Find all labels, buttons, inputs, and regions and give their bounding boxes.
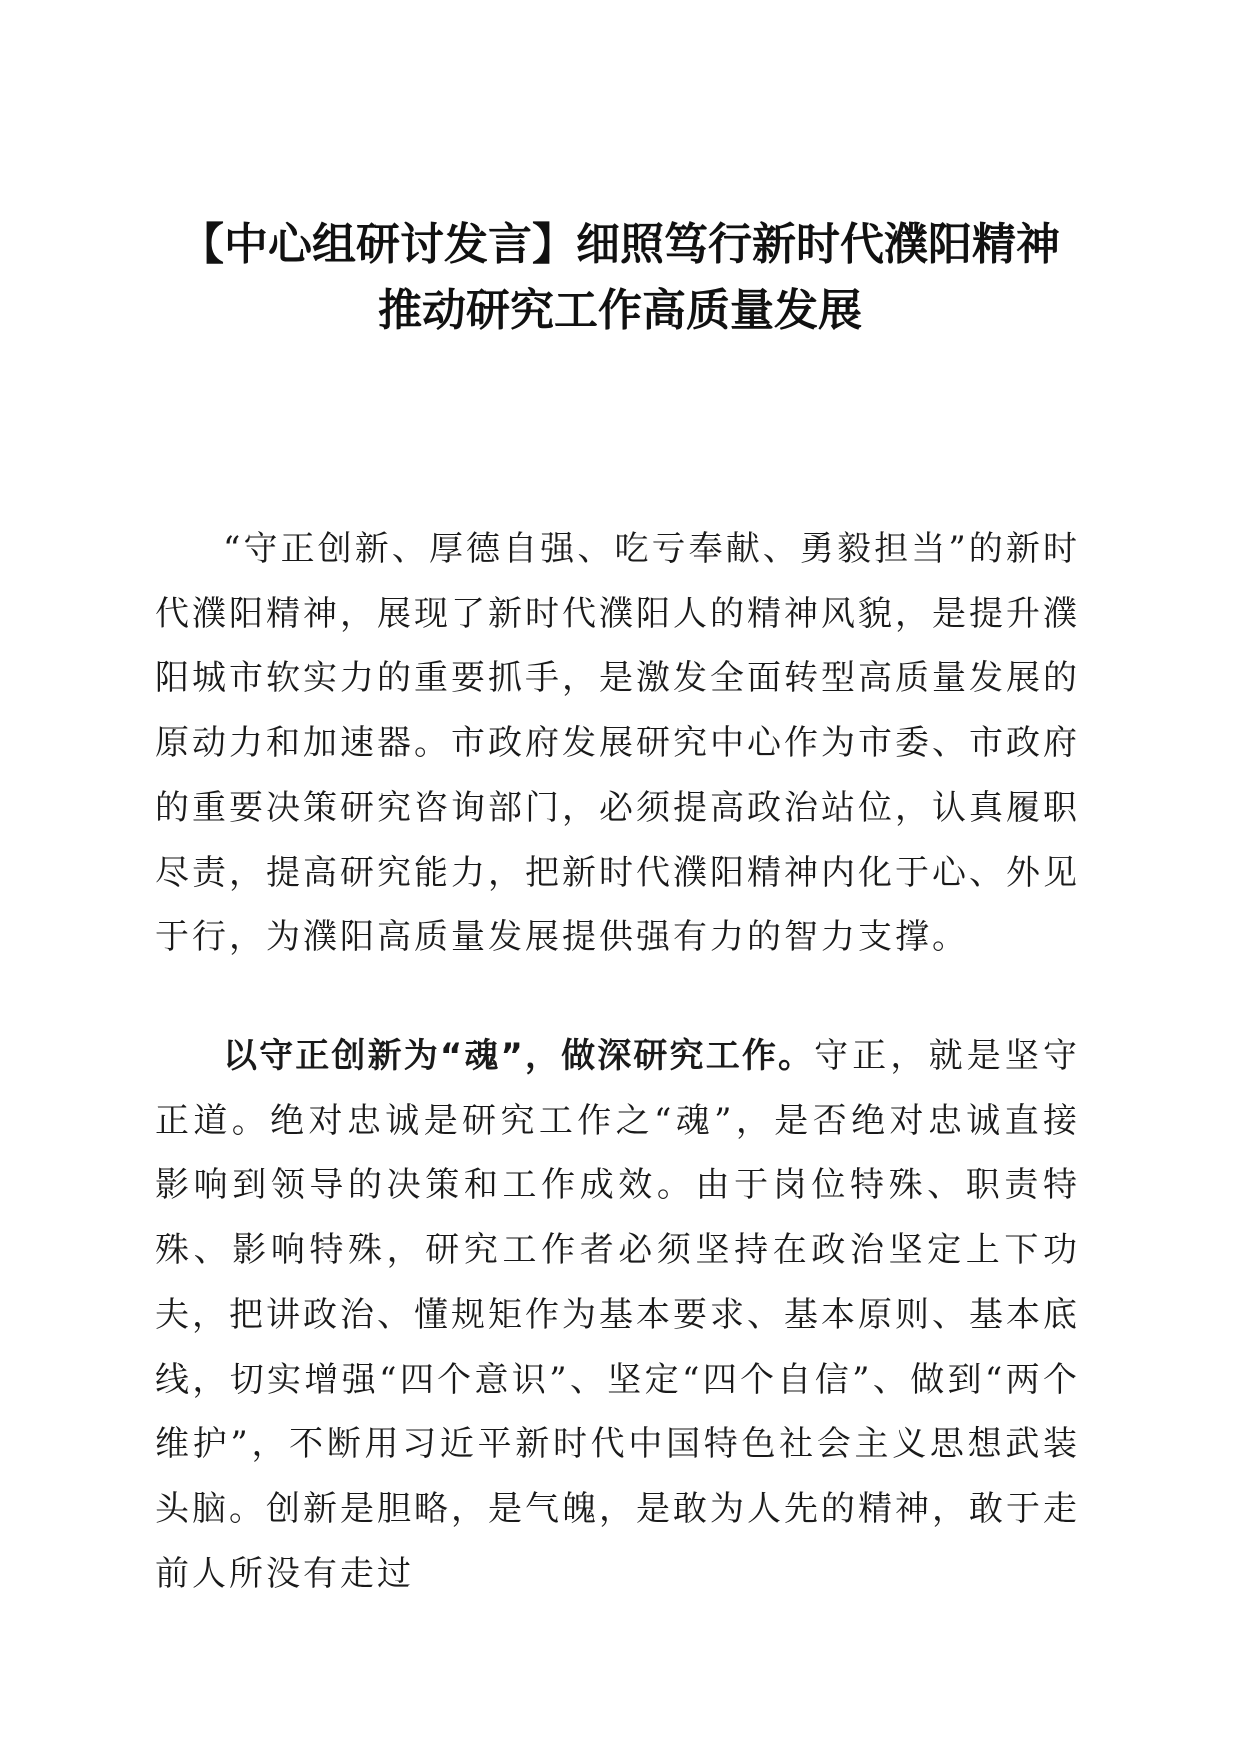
body-paragraph-1 <box>155 517 1080 970</box>
body-paragraph-2 <box>155 1024 1080 1606</box>
paragraph-2-text: 守正，就是坚守正道。绝对忠诚是研究工作之“魂”，是否绝对忠诚直接影响到领导的决策和工作成效。由于岗位特殊、职责特殊、影响特殊，研究工作者必须坚持在政治坚定上下功夫，把讲政治、懂规矩作为基本要求、基本原则、基本底线，切实增强“四个意识”、坚定“四个自信”、做到“两个维护”，不断用习近平新时代中国特色社会主义思想武装头脑。创新是胆略，是气魄，是敢为人先的精神，敢于走前人所没有走过 <box>155 1036 1081 1594</box>
document-title <box>150 212 1090 344</box>
title-line-1: 【中心组研讨发言】细照笃行新时代濮阳精神 <box>180 219 1060 270</box>
paragraph-1-text: “守正创新、厚德自强、吃亏奉献、勇毅担当”的新时代濮阳精神，展现了新时代濮阳人的精神风貌，是提升濮阳城市软实力的重要抓手，是激发全面转型高质量发展的原动力和加速器。市政府发展研究中心作为市委、市政府的重要决策研究咨询部门，必须提高政治站位，认真履职尽责，提高研究能力，把新时代濮阳精神内化于心、外见于行，为濮阳高质量发展提供强有力的智力支撑。 <box>155 529 1080 958</box>
title-line-2: 推动研究工作高质量发展 <box>378 285 862 336</box>
paragraph-2-lead: 以守正创新为“魂”，做深研究工作。 <box>223 1036 815 1076</box>
